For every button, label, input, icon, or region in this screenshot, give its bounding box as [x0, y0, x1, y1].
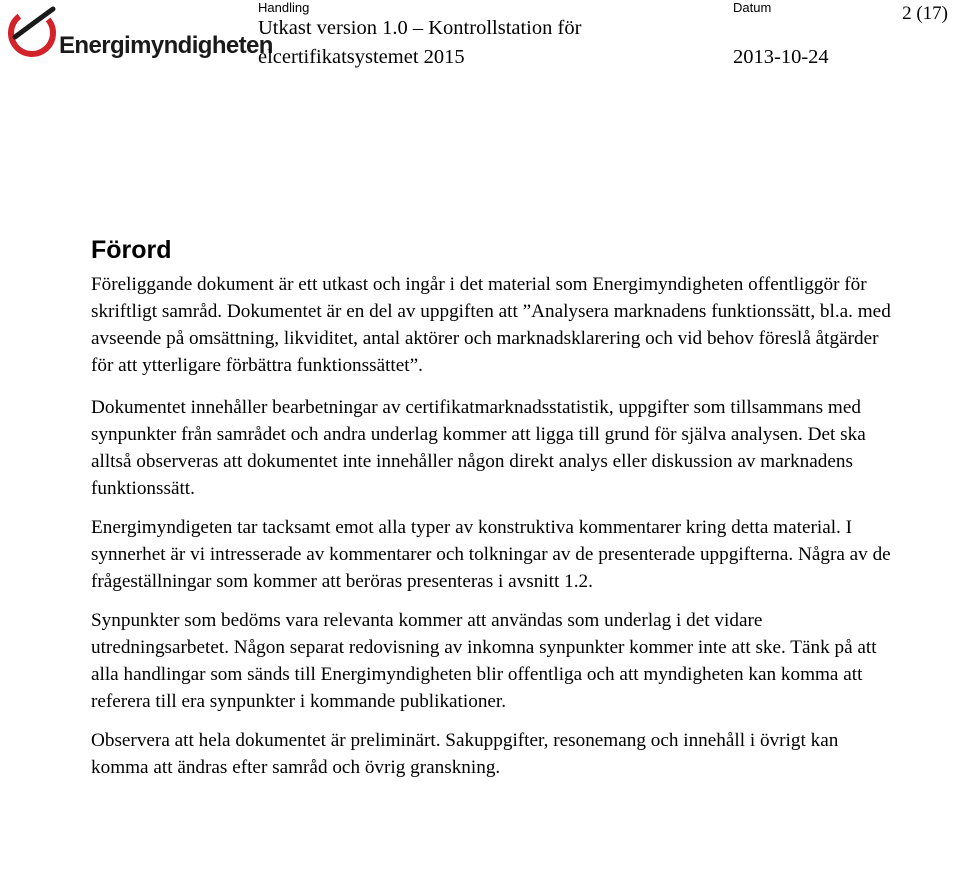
datum-value: 2013-10-24 — [733, 46, 829, 68]
document-body — [91, 233, 891, 793]
paragraph-3: Energimyndigeten tar tacksamt emot alla typer av konstruktiva kommentarer kring detta material. I synnerhet är vi intresserade av kommentarer och tolkningar av de presenterade uppgifterna. Några av de frågeställningar som kommer att beröras presenteras i avsnitt 1.2. — [91, 517, 891, 592]
energimyndigheten-logo-icon — [5, 3, 65, 61]
handling-title-line-1: Utkast version 1.0 – Kontrollstation för — [258, 17, 582, 39]
handling-label: Handling — [258, 0, 310, 15]
handling-title-line-2: elcertifikatsystemet 2015 — [258, 46, 465, 68]
paragraph-4: Synpunkter som bedöms vara relevanta kommer att användas som underlag i det vidare utredningsarbetet. Någon separat redovisning av inkomna synpunkter kommer inte att ske. Tänk på att alla handlingar som sänds till Energimyndigheten blir offentliga och att myndigheten kan komma att referera till era synpunkter i kommande publikationer. — [91, 610, 877, 712]
datum-label: Datum — [733, 0, 772, 15]
paragraph-5: Observera att hela dokumentet är preliminärt. Sakuppgifter, resonemang och innehåll i övrigt kan komma att ändras efter samråd och övrig granskning. — [91, 730, 839, 778]
agency-logo — [5, 3, 273, 61]
paragraph-1: Föreliggande dokument är ett utkast och ingår i det material som Energimyndigheten offentliggör för skriftligt samråd. Dokumentet är en del av uppgiften att ”Analysera marknadens funktionssätt, bl.a. med avseende på omsättning, likviditet, antal aktörer och marknadsklarering och vid behov föreslå åtgärder för att ytterligare förbättra funktionssättet”. — [91, 274, 891, 376]
page-number: 2 (17) — [902, 3, 948, 24]
section-title: Förord — [91, 236, 172, 264]
logo-wordmark: Energimyndigheten — [59, 32, 273, 59]
paragraph-2: Dokumentet innehåller bearbetningar av certifikatmarknadsstatistik, uppgifter som tillsammans med synpunkter från samrådet och andra underlag kommer att ligga till grund för själva analysen. Det ska alltså observeras att dokumentet inte innehåller någon direkt analys eller diskussion av marknadens funktionssätt. — [91, 397, 866, 499]
